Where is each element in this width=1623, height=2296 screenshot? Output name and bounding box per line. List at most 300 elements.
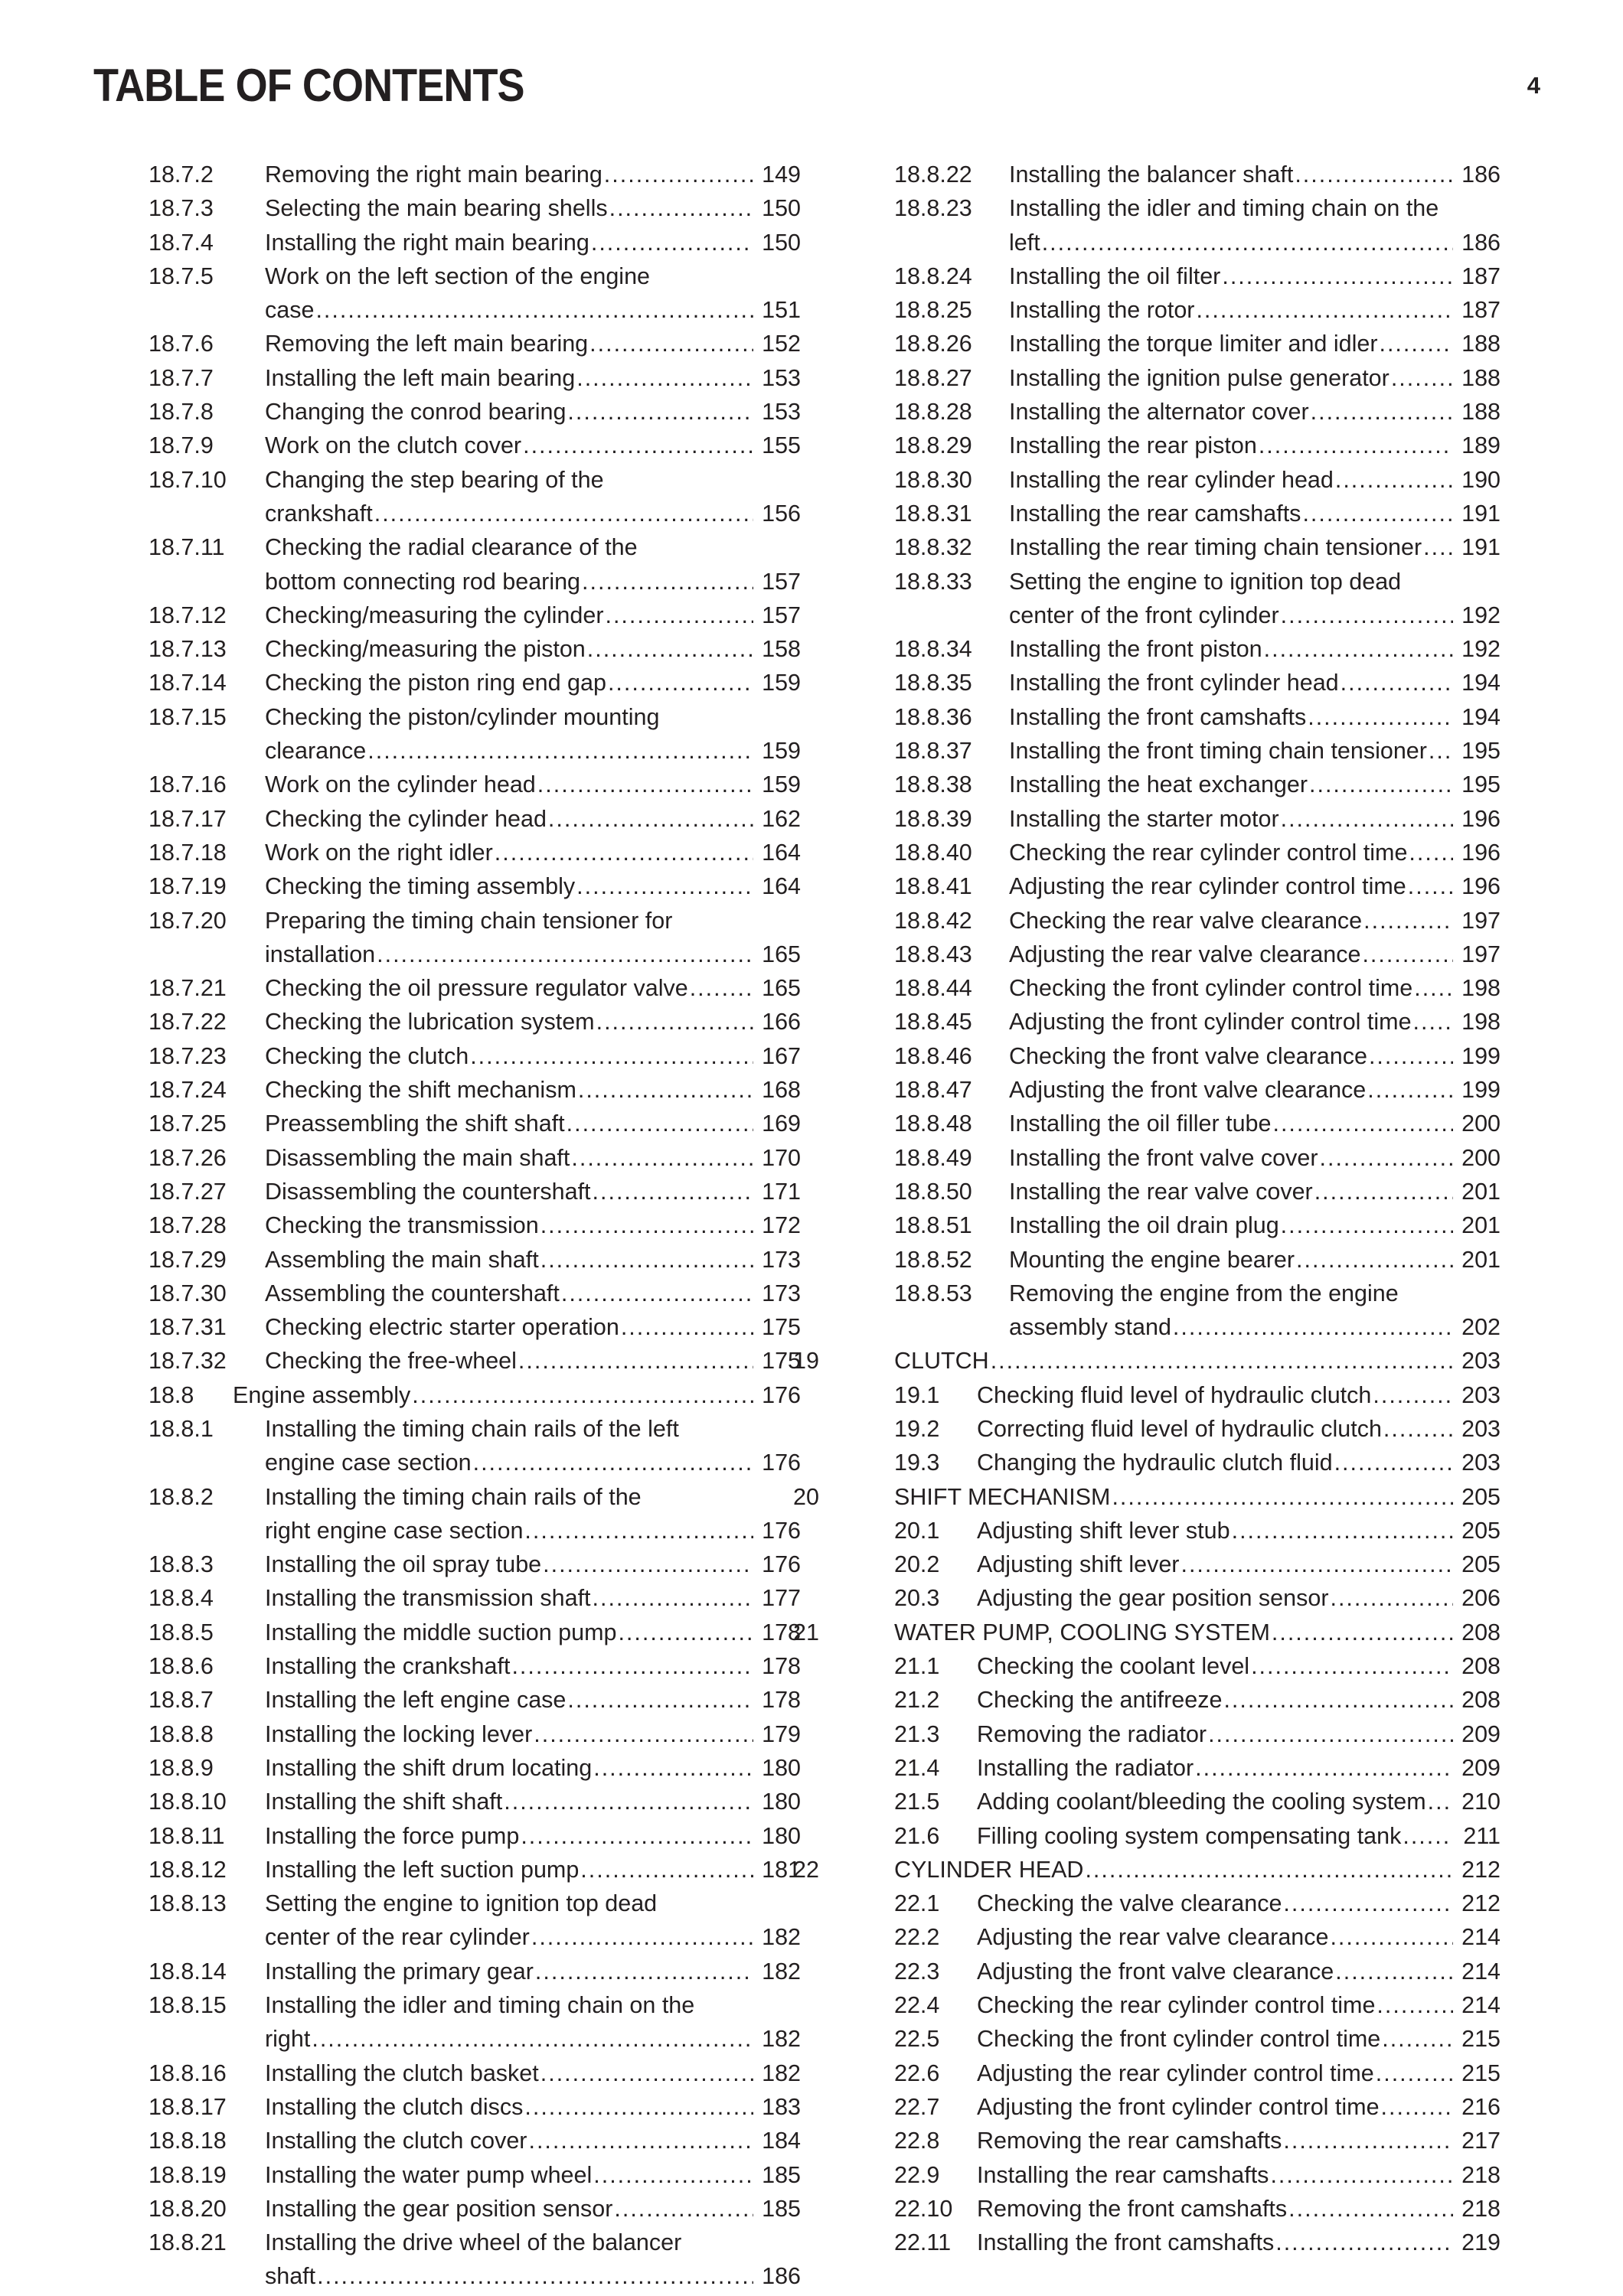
toc-entry[interactable] <box>149 1310 801 1344</box>
toc-entry[interactable] <box>149 802 801 836</box>
toc-entry-title: Installing the starter motor <box>1009 805 1279 832</box>
toc-entry-title: Installing the front piston <box>1009 636 1262 663</box>
toc-entry[interactable] <box>839 497 1501 530</box>
toc-entry[interactable] <box>839 293 1501 327</box>
dot-leader <box>991 1344 1453 1378</box>
toc-entry-page: 159 <box>762 738 801 765</box>
dot-leader <box>1309 768 1453 801</box>
toc-entry-title: Work on the right idler <box>265 839 493 866</box>
toc-entry-title: Installing the right main bearing <box>265 229 589 256</box>
toc-entry-title: Checking the valve clearance <box>977 1890 1282 1917</box>
toc-entry[interactable] <box>839 1514 1501 1548</box>
toc-entry-page: 219 <box>1461 2229 1501 2256</box>
toc-entry-page: 180 <box>762 1822 801 1849</box>
toc-entry-page: 201 <box>1461 1178 1501 1205</box>
toc-entry-title: Installing the primary gear <box>265 1958 534 1985</box>
toc-entry[interactable] <box>149 632 801 666</box>
toc-entry[interactable] <box>839 632 1501 666</box>
dot-leader <box>1363 904 1453 938</box>
toc-entry-title: Installing the drive wheel of the balancer <box>265 2229 682 2256</box>
toc-entry[interactable] <box>149 1616 801 1649</box>
toc-entry[interactable] <box>839 530 1501 564</box>
toc-entry[interactable] <box>149 1039 801 1073</box>
toc-entry[interactable] <box>793 1616 1501 1649</box>
toc-entry-title: case <box>265 297 315 324</box>
toc-entry-title: Installing the ignition pulse generator <box>1009 364 1390 391</box>
toc-entry[interactable] <box>839 158 1501 191</box>
toc-entry-page: 216 <box>1461 2093 1501 2120</box>
toc-entry[interactable] <box>149 2124 801 2157</box>
toc-entry-page: 203 <box>1461 1415 1501 1442</box>
toc-entry-page: 176 <box>762 1551 801 1578</box>
toc-entry-title: Installing the rear piston <box>1009 432 1257 459</box>
toc-entry-title: Checking the coolant level <box>977 1653 1250 1680</box>
toc-entry[interactable] <box>839 1955 1501 1988</box>
toc-entry[interactable] <box>839 191 1501 259</box>
toc-entry-number: 18.7.2 <box>149 161 214 188</box>
dot-leader <box>1409 836 1453 869</box>
dot-leader <box>1367 1073 1453 1107</box>
dot-leader <box>1423 530 1453 564</box>
toc-entry-title: Removing the radiator <box>977 1720 1207 1747</box>
toc-entry-title: Installing the shift shaft <box>265 1789 503 1815</box>
toc-entry[interactable] <box>839 1819 1501 1853</box>
toc-entry-number: 22.9 <box>894 2161 940 2188</box>
toc-entry[interactable] <box>839 1277 1501 1345</box>
toc-entry[interactable] <box>149 904 801 972</box>
dot-leader <box>315 293 753 327</box>
toc-entry[interactable] <box>839 666 1501 700</box>
toc-entry-page: 182 <box>762 2026 801 2053</box>
toc-entry-number: 18.8.31 <box>894 500 972 527</box>
toc-entry[interactable] <box>149 327 801 360</box>
page-header <box>93 55 1540 116</box>
toc-entry-number: 18.8.39 <box>894 805 972 832</box>
toc-entry-title: Checking the transmission <box>265 1212 539 1239</box>
dot-leader <box>1288 2192 1453 2226</box>
toc-entry-number: 18.7.7 <box>149 364 214 391</box>
toc-entry-page: 177 <box>762 1585 801 1612</box>
toc-entry-title: Installing the middle suction pump <box>265 1619 617 1645</box>
toc-entry[interactable] <box>149 1480 801 1548</box>
dot-leader <box>1195 1751 1453 1785</box>
dot-leader <box>1308 700 1453 734</box>
toc-entry-title: Checking the rear valve clearance <box>1009 907 1363 934</box>
toc-entry[interactable] <box>839 395 1501 429</box>
toc-entry[interactable] <box>839 2226 1501 2259</box>
toc-entry[interactable] <box>149 361 801 395</box>
dot-leader <box>1428 1785 1453 1818</box>
toc-entry-title: Installing the crankshaft <box>265 1653 511 1680</box>
dot-leader <box>1341 666 1453 700</box>
toc-entry-number: 18.7.28 <box>149 1212 227 1239</box>
toc-entry-page: 188 <box>1461 399 1501 426</box>
toc-entry-page: 172 <box>762 1212 801 1239</box>
toc-entry[interactable] <box>839 1988 1501 2022</box>
toc-entry[interactable] <box>839 869 1501 903</box>
toc-entry-page: 159 <box>762 771 801 798</box>
toc-entry[interactable] <box>839 1649 1501 1683</box>
toc-entry[interactable] <box>793 1853 1501 1887</box>
toc-entry-title: Checking the antifreeze <box>977 1687 1223 1714</box>
dot-leader <box>540 2056 753 2090</box>
dot-leader <box>537 768 753 801</box>
toc-entry-page: 206 <box>1461 1585 1501 1612</box>
toc-entry-number: 22.8 <box>894 2128 940 2154</box>
toc-entry[interactable] <box>839 1378 1501 1412</box>
toc-entry-title: Assembling the countershaft <box>265 1280 560 1306</box>
toc-entry[interactable] <box>149 1344 801 1378</box>
toc-entry-page: 187 <box>1461 263 1501 289</box>
toc-entry-title: Installing the left suction pump <box>265 1856 580 1883</box>
toc-entry[interactable] <box>839 1581 1501 1615</box>
toc-entry[interactable] <box>149 1548 801 1581</box>
toc-entry-title: Correcting fluid level of hydraulic clutch <box>977 1415 1382 1442</box>
toc-entry-number: 18.8 <box>149 1381 194 1408</box>
toc-entry[interactable] <box>149 2090 801 2124</box>
toc-entry-number: 21.6 <box>894 1822 940 1849</box>
toc-entry-title: bottom connecting rod bearing <box>265 568 581 595</box>
toc-entry-title: Installing the idler and timing chain on the <box>1009 195 1439 222</box>
toc-entry[interactable] <box>839 938 1501 971</box>
toc-entry-title: Installing the left main bearing <box>265 364 576 391</box>
toc-entry[interactable] <box>793 1480 1501 1514</box>
toc-entry[interactable] <box>839 1887 1501 1920</box>
dot-leader <box>1232 1514 1453 1548</box>
toc-entry[interactable] <box>839 1141 1501 1175</box>
toc-entry-page: 196 <box>1461 839 1501 866</box>
toc-entry[interactable] <box>149 530 801 598</box>
toc-entry-number: 18.7.26 <box>149 1144 227 1171</box>
toc-entry-number: 18.8.9 <box>149 1754 214 1781</box>
toc-entry-title: Installing the oil drain plug <box>1009 1212 1279 1239</box>
toc-entry[interactable] <box>839 1446 1501 1479</box>
dot-leader <box>593 1581 753 1615</box>
toc-entry[interactable] <box>149 1955 801 1988</box>
toc-entry[interactable] <box>839 361 1501 395</box>
toc-entry[interactable] <box>149 768 801 801</box>
toc-entry-title: Installing the balancer shaft <box>1009 161 1294 188</box>
toc-entry-number: 18.8.15 <box>149 1992 227 2019</box>
dot-leader <box>374 497 753 530</box>
toc-entry[interactable] <box>149 869 801 903</box>
toc-entry-title: Installing the rear valve cover <box>1009 1178 1313 1205</box>
toc-entry-page: 162 <box>762 805 801 832</box>
toc-entry-number: 22.3 <box>894 1958 940 1985</box>
toc-entry-title: Installing the rear camshafts <box>1009 500 1301 527</box>
toc-entry[interactable] <box>149 1581 801 1615</box>
dot-leader <box>540 1243 753 1277</box>
toc-entry[interactable] <box>839 836 1501 869</box>
toc-entry[interactable] <box>149 1175 801 1208</box>
toc-entry-title: Checking the free-wheel <box>265 1348 517 1375</box>
toc-entry[interactable] <box>839 1412 1501 1446</box>
toc-entry[interactable] <box>149 429 801 462</box>
dot-leader <box>1330 1920 1453 1954</box>
toc-entry[interactable] <box>149 1412 801 1480</box>
page-number: 4 <box>1527 72 1540 99</box>
dot-leader <box>571 1141 753 1175</box>
toc-entry[interactable] <box>839 565 1501 633</box>
toc-entry-number: 18.7.12 <box>149 602 227 628</box>
toc-entry[interactable] <box>149 700 801 768</box>
toc-entry-page: 212 <box>1461 1856 1501 1883</box>
toc-entry[interactable] <box>149 1208 801 1242</box>
toc-entry[interactable] <box>149 1649 801 1683</box>
dot-leader <box>1270 2158 1453 2192</box>
toc-entry-title: Disassembling the main shaft <box>265 1144 570 1171</box>
toc-entry-number: 18.8.43 <box>894 941 972 967</box>
toc-entry-page: 169 <box>762 1110 801 1137</box>
toc-entry[interactable] <box>149 1853 801 1887</box>
toc-entry-page: 209 <box>1461 1720 1501 1747</box>
toc-entry[interactable] <box>839 904 1501 938</box>
toc-entry-number: 18.7.5 <box>149 263 214 289</box>
toc-entry-title: Adjusting the gear position sensor <box>977 1585 1329 1612</box>
toc-entry-number: 18.7.24 <box>149 1077 227 1104</box>
toc-entry-page: 151 <box>762 297 801 324</box>
toc-entry-title: Preparing the timing chain tensioner for <box>265 907 673 934</box>
toc-entry-title: Adding coolant/bleeding the cooling system <box>977 1789 1426 1815</box>
toc-entry-title: Changing the hydraulic clutch fluid <box>977 1450 1333 1476</box>
toc-entry-number: 18.8.8 <box>149 1720 214 1747</box>
toc-entry-number: 18.7.10 <box>149 466 227 493</box>
toc-entry-title: Installing the oil spray tube <box>265 1551 542 1578</box>
toc-entry-title: Installing the alternator cover <box>1009 399 1309 426</box>
toc-entry[interactable] <box>793 1344 1501 1378</box>
toc-entry[interactable] <box>839 1175 1501 1208</box>
toc-entry-title: Installing the idler and timing chain on the <box>265 1992 695 2019</box>
toc-entry-page: 210 <box>1461 1789 1501 1815</box>
toc-entry[interactable] <box>839 2158 1501 2192</box>
dot-leader <box>535 1955 753 1988</box>
toc-entry-number: 18.8.51 <box>894 1212 972 1239</box>
toc-entry[interactable] <box>149 1887 801 1955</box>
toc-entry-number: 18.8.38 <box>894 771 972 798</box>
toc-entry[interactable] <box>149 395 801 429</box>
toc-entry-number: 21 <box>793 1619 819 1645</box>
toc-entry[interactable] <box>839 2124 1501 2157</box>
toc-entry-number: 18.8.29 <box>894 432 972 459</box>
toc-entry[interactable] <box>149 971 801 1005</box>
toc-entry[interactable] <box>149 1107 801 1140</box>
toc-entry-title: Checking fluid level of hydraulic clutch <box>977 1381 1372 1408</box>
toc-entry-title: Removing the rear camshafts <box>977 2128 1282 2154</box>
toc-entry-title: CLUTCH <box>894 1348 989 1375</box>
toc-entry[interactable] <box>839 1751 1501 1785</box>
dot-leader <box>1382 2022 1453 2056</box>
toc-entry-number: 18.7.32 <box>149 1348 227 1375</box>
toc-entry-page: 170 <box>762 1144 801 1171</box>
toc-entry-number: 22.10 <box>894 2195 953 2222</box>
toc-entry-number: 18.7.8 <box>149 399 214 426</box>
toc-entry[interactable] <box>839 1107 1501 1140</box>
toc-entry[interactable] <box>149 1141 801 1175</box>
toc-entry[interactable] <box>149 463 801 531</box>
toc-entry[interactable] <box>149 1988 801 2056</box>
toc-entry[interactable] <box>839 1717 1501 1751</box>
toc-entry-number: 18.8.34 <box>894 636 972 663</box>
toc-entry-title: center of the front cylinder <box>1009 602 1279 628</box>
toc-entry-number: 18.8.12 <box>149 1856 227 1883</box>
toc-entry-title: Checking the shift mechanism <box>265 1077 576 1104</box>
toc-entry-title: Adjusting the front valve clearance <box>977 1958 1334 1985</box>
toc-entry-number: 18.7.22 <box>149 1009 227 1035</box>
toc-entry[interactable] <box>149 2226 801 2294</box>
toc-entry-page: 198 <box>1461 975 1501 1002</box>
toc-entry[interactable] <box>149 1073 801 1107</box>
dot-leader <box>1264 632 1453 666</box>
toc-entry[interactable] <box>839 700 1501 734</box>
toc-entry[interactable] <box>839 1039 1501 1073</box>
toc-entry-page: 165 <box>762 941 801 967</box>
toc-entry-title: Adjusting the rear cylinder control time <box>1009 873 1406 900</box>
toc-entry[interactable] <box>839 1243 1501 1277</box>
toc-entry-title: Installing the gear position sensor <box>265 2195 613 2222</box>
toc-entry-number: 22.7 <box>894 2093 940 2120</box>
toc-entry-page: 179 <box>762 1720 801 1747</box>
toc-entry[interactable] <box>839 2090 1501 2124</box>
toc-entry-page: 214 <box>1461 1958 1501 1985</box>
toc-entry-page: 153 <box>762 399 801 426</box>
toc-entry[interactable] <box>839 1548 1501 1581</box>
dot-leader <box>1314 1175 1453 1208</box>
dot-leader <box>1413 1005 1453 1039</box>
toc-entry-number: 19.2 <box>894 1415 940 1442</box>
toc-entry[interactable] <box>839 429 1501 462</box>
toc-entry[interactable] <box>149 1683 801 1717</box>
toc-entry[interactable] <box>839 734 1501 768</box>
toc-entry[interactable] <box>149 226 801 259</box>
toc-entry-page: 190 <box>1461 466 1501 493</box>
toc-entry-number: 18.7.29 <box>149 1246 227 1273</box>
toc-entry-number: 18.7.18 <box>149 839 227 866</box>
toc-entry[interactable] <box>839 327 1501 360</box>
toc-entry-page: 203 <box>1461 1450 1501 1476</box>
toc-entry[interactable] <box>149 2192 801 2226</box>
toc-entry[interactable] <box>149 2158 801 2192</box>
toc-entry-title: Checking the front cylinder control time <box>1009 975 1413 1002</box>
toc-entry-title: Changing the step bearing of the <box>265 466 604 493</box>
toc-entry-page: 211 <box>1463 1822 1501 1849</box>
toc-entry-number: 18.7.3 <box>149 195 214 222</box>
toc-entry-page: 197 <box>1461 907 1501 934</box>
toc-entry-title: Checking the front valve clearance <box>1009 1042 1367 1069</box>
toc-entry-title: Mounting the engine bearer <box>1009 1246 1295 1273</box>
toc-entry-title: Installing the oil filter <box>1009 263 1221 289</box>
toc-entry-number: 18.8.4 <box>149 1585 214 1612</box>
toc-entry-page: 181 <box>762 1856 801 1883</box>
toc-entry-title: CYLINDER HEAD <box>894 1856 1084 1883</box>
toc-entry-page: 200 <box>1461 1110 1501 1137</box>
toc-entry[interactable] <box>839 2022 1501 2056</box>
toc-entry[interactable] <box>839 1920 1501 1954</box>
dot-leader <box>367 734 753 768</box>
toc-entry[interactable] <box>149 1819 801 1853</box>
toc-entry[interactable] <box>839 802 1501 836</box>
toc-entry[interactable] <box>149 1243 801 1277</box>
toc-entry-title: Installing the clutch discs <box>265 2093 524 2120</box>
toc-entry-number: 20.3 <box>894 1585 940 1612</box>
toc-entry[interactable] <box>149 1277 801 1310</box>
toc-entry-page: 189 <box>1461 432 1501 459</box>
toc-entry-number: 18.8.33 <box>894 568 972 595</box>
dot-leader <box>312 2022 753 2056</box>
dot-leader <box>1320 1141 1454 1175</box>
toc-entry-number: 22.4 <box>894 1992 940 2019</box>
toc-entry-page: 208 <box>1461 1687 1501 1714</box>
dot-leader <box>1259 429 1453 462</box>
toc-entry-number: 21.1 <box>894 1653 940 1680</box>
toc-entry[interactable] <box>839 1005 1501 1039</box>
toc-entry-title: Adjusting the rear valve clearance <box>977 1924 1329 1951</box>
toc-entry[interactable] <box>149 2056 801 2090</box>
toc-entry[interactable] <box>149 1751 801 1785</box>
dot-leader <box>589 327 753 360</box>
toc-entry-title: Installing the timing chain rails of the left <box>265 1415 679 1442</box>
toc-entry[interactable] <box>839 971 1501 1005</box>
toc-entry[interactable] <box>839 1785 1501 1818</box>
toc-entry-title: Installing the oil filler tube <box>1009 1110 1272 1137</box>
toc-entry-title: Installing the front valve cover <box>1009 1144 1318 1171</box>
toc-entry[interactable] <box>839 259 1501 293</box>
toc-entry-title: Installing the rear cylinder head <box>1009 466 1334 493</box>
dot-leader <box>524 1514 753 1548</box>
toc-entry[interactable] <box>839 1073 1501 1107</box>
toc-entry[interactable] <box>839 2056 1501 2090</box>
toc-entry[interactable] <box>149 1785 801 1818</box>
toc-entry[interactable] <box>839 1208 1501 1242</box>
toc-entry[interactable] <box>149 259 801 328</box>
toc-entry-title: clearance <box>265 738 367 765</box>
dot-leader <box>578 1073 753 1107</box>
dot-leader <box>531 1920 753 1954</box>
toc-entry-title: Installing the left engine case <box>265 1687 567 1714</box>
toc-entry[interactable] <box>149 1717 801 1751</box>
toc-entry-page: 201 <box>1461 1246 1501 1273</box>
toc-entry[interactable] <box>149 1005 801 1039</box>
toc-entry-page: 208 <box>1461 1619 1501 1645</box>
toc-entry-page: 185 <box>762 2161 801 2188</box>
toc-entry-number: 18.7.20 <box>149 907 227 934</box>
toc-entry[interactable] <box>149 836 801 869</box>
toc-entry-number: 18.8.35 <box>894 670 972 696</box>
toc-entry-page: 212 <box>1461 1890 1501 1917</box>
toc-entry[interactable] <box>839 463 1501 497</box>
toc-entry[interactable] <box>839 768 1501 801</box>
toc-entry[interactable] <box>149 1378 801 1412</box>
dot-leader <box>1251 1649 1453 1683</box>
toc-entry-page: 178 <box>762 1687 801 1714</box>
toc-entry[interactable] <box>839 1683 1501 1717</box>
toc-entry-title: right engine case section <box>265 1517 524 1544</box>
toc-entry[interactable] <box>149 191 801 225</box>
toc-entry[interactable] <box>839 2192 1501 2226</box>
toc-entry[interactable] <box>149 158 801 191</box>
dot-leader <box>1334 1446 1453 1479</box>
dot-leader <box>1223 1683 1453 1717</box>
toc-entry-page: 187 <box>1461 297 1501 324</box>
toc-entry[interactable] <box>149 598 801 632</box>
toc-entry-number: 21.2 <box>894 1687 940 1714</box>
dot-leader <box>521 1819 753 1853</box>
dot-leader <box>1196 293 1453 327</box>
toc-entry[interactable] <box>149 666 801 700</box>
toc-entry-number: 18.8.1 <box>149 1415 214 1442</box>
toc-entry-page: 188 <box>1461 364 1501 391</box>
toc-entry-title: Checking/measuring the piston <box>265 636 586 663</box>
dot-leader <box>1376 1988 1453 2022</box>
